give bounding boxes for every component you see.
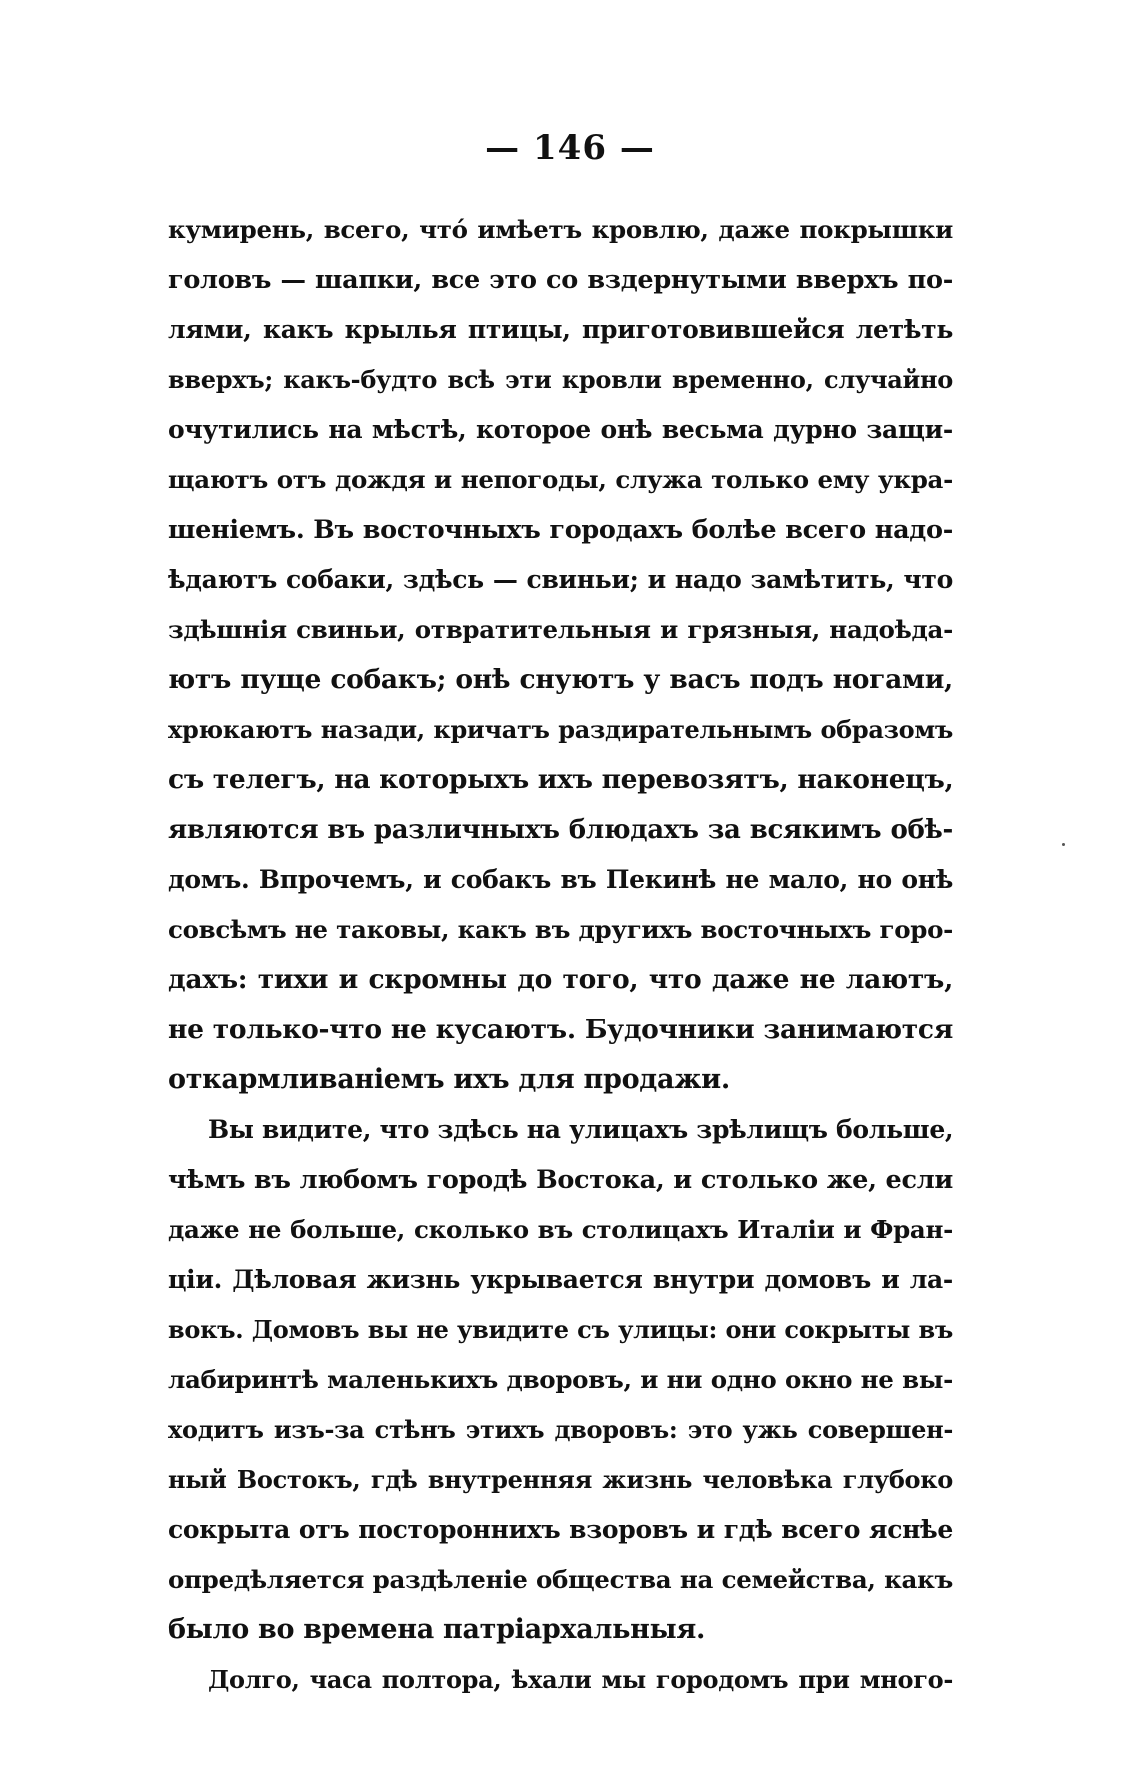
text-line: лями, какъ крылья птицы, приготовившейся летѣть: [168, 315, 953, 344]
text-line: дахъ: тихи и скромны до того, что даже не лаютъ,: [168, 964, 953, 995]
text-line: лабиринтѣ маленькихъ дворовъ, и ни одно окно не вы-: [168, 1365, 953, 1394]
paragraph-1: [168, 205, 953, 1105]
text-line: ходитъ изъ-за стѣнъ этихъ дворовъ: это ужь совершен-: [168, 1415, 953, 1444]
text-line: ціи. Дѣловая жизнь укрывается внутри домовъ и ла-: [168, 1265, 953, 1294]
text-line: Долго, часа полтора, ѣхали мы городомъ при много-: [208, 1665, 953, 1694]
text-line: вокъ. Домовъ вы не увидите съ улицы: они сокрыты въ: [168, 1315, 953, 1344]
text-line: сокрыта отъ постороннихъ взоровъ и гдѣ всего яснѣе: [168, 1515, 953, 1544]
text-line: домъ. Впрочемъ, и собакъ въ Пекинѣ не мало, но онѣ: [168, 865, 953, 894]
text-line: являются въ различныхъ блюдахъ за всякимъ обѣ-: [168, 815, 953, 845]
print-speck: [1062, 843, 1065, 846]
text-line: ѣдаютъ собаки, здѣсь — свиньи; и надо замѣтить, что: [168, 565, 953, 594]
text-line: вверхъ; какъ-будто всѣ эти кровли временно, случайно: [168, 365, 953, 394]
text-line: не только-что не кусаютъ. Будочники занимаются: [168, 1014, 953, 1045]
text-line: съ телегъ, на которыхъ ихъ перевозятъ, наконецъ,: [168, 764, 954, 795]
paragraph-2: [168, 1105, 953, 1655]
paragraph-3: [168, 1655, 953, 1705]
text-line: Вы видите, что здѣсь на улицахъ зрѣлищъ больше,: [208, 1115, 954, 1144]
page-number: — 146 —: [485, 128, 655, 168]
text-line: откармливаніемъ ихъ для продажи.: [168, 1064, 730, 1095]
text-line: ный Востокъ, гдѣ внутренняя жизнь человѣка глубоко: [168, 1465, 953, 1494]
text-line: головъ — шапки, все это со вздернутыми вверхъ по-: [168, 265, 953, 295]
text-line: щаютъ отъ дождя и непогоды, служа только ему укра-: [168, 465, 953, 494]
text-line: совсѣмъ не таковы, какъ въ другихъ восточныхъ горо-: [168, 915, 953, 944]
text-line: кумирень, всего, чтó имѣетъ кровлю, даже покрышки: [168, 215, 953, 244]
text-line: шеніемъ. Въ восточныхъ городахъ болѣе всего надо-: [168, 515, 953, 545]
text-line: хрюкаютъ назади, кричатъ раздирательнымъ образомъ: [168, 715, 953, 744]
text-line: очутились на мѣстѣ, которое онѣ весьма дурно защи-: [168, 415, 953, 444]
text-line: опредѣляется раздѣленіе общества на семейства, какъ: [168, 1565, 953, 1594]
text-line: ютъ пуще собакъ; онѣ снуютъ у васъ подъ ногами,: [168, 664, 953, 695]
text-line: чѣмъ въ любомъ городѣ Востока, и столько же, если: [168, 1165, 953, 1195]
text-line: даже не больше, сколько въ столицахъ Италіи и Фран-: [168, 1215, 953, 1244]
text-line: здѣшнія свиньи, отвратительныя и грязныя, надоѣда-: [168, 615, 953, 644]
body-text: [168, 205, 953, 1705]
text-line: было во времена патріархальныя.: [168, 1614, 706, 1645]
